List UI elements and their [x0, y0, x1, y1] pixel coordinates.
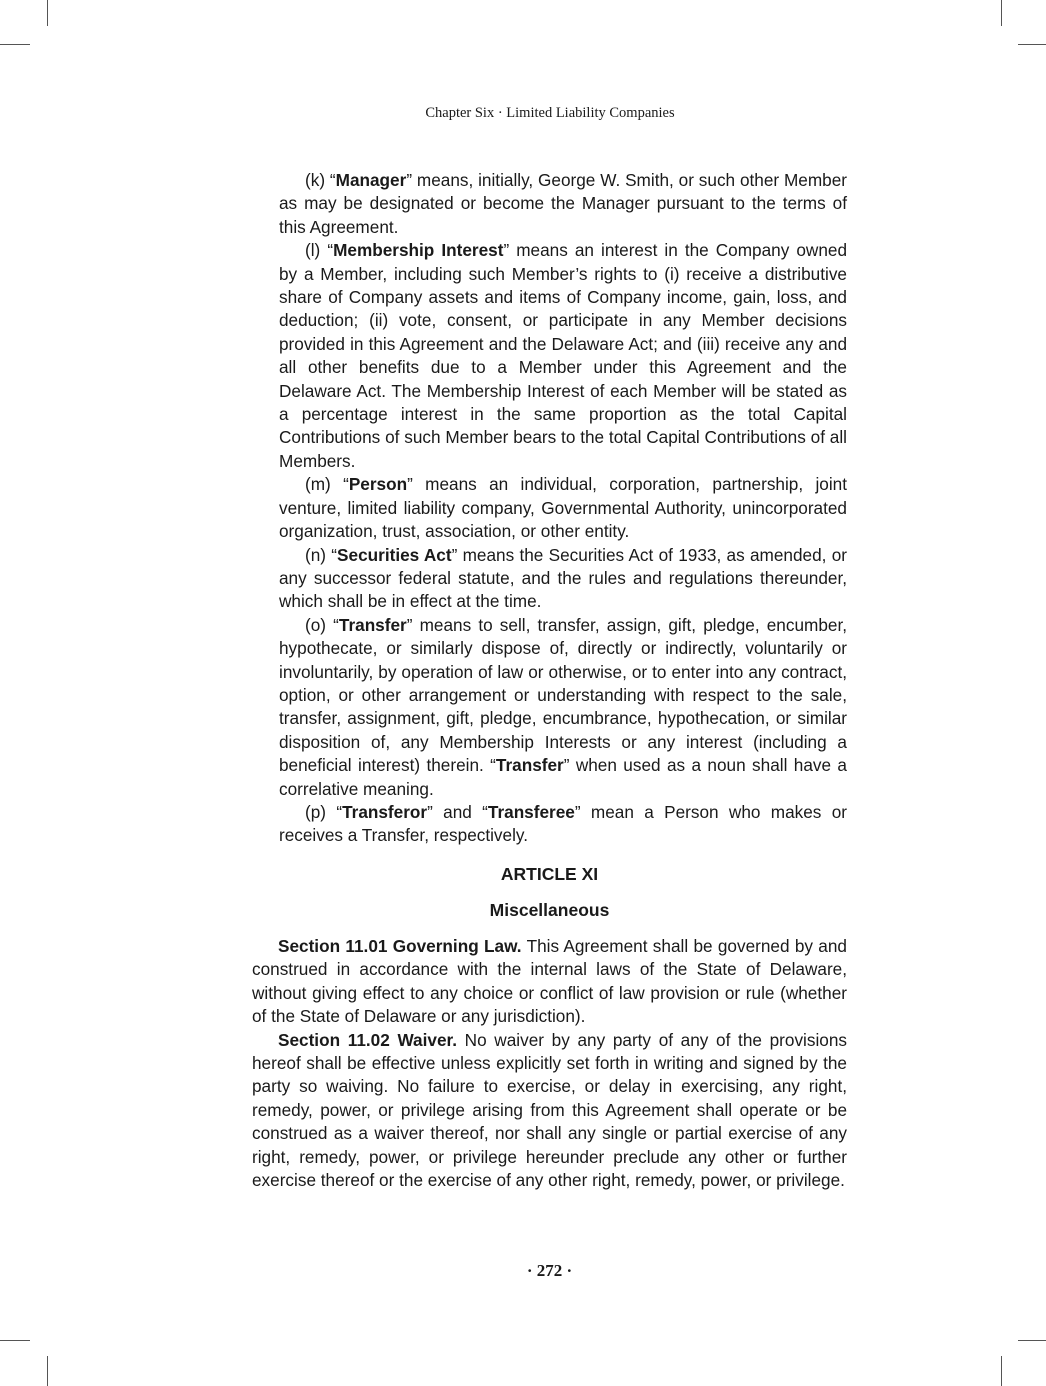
defined-term: Transferee	[487, 801, 575, 822]
defined-term: Membership Interest	[333, 240, 504, 261]
running-head: Chapter Six · Limited Liability Companies	[425, 105, 675, 121]
definition-n: (n) “Securities Act” means the Securities Act of 1933, as amended, or any successor federal statute, and the rules and regulations thereunder, which shall be in effect at the time.	[279, 544, 847, 612]
crop-mark	[47, 1356, 48, 1386]
crop-mark	[0, 1340, 30, 1341]
section-heading: Section 11.01 Governing Law.	[278, 936, 522, 956]
section-11-01: Section 11.01 Governing Law. This Agreement shall be governed by and construed in accordance with the internal laws of the State of Delaware, without giving effect to any choice or conflict of law provision or rule (whether of the State of Delaware or any jurisdiction).	[252, 936, 847, 1027]
definition-k: (k) “Manager” means, initially, George W. Smith, or such other Member as may be designated or become the Manager pursuant to the terms of this Agreement.	[279, 170, 847, 237]
section-11-02: Section 11.02 Waiver. No waiver by any party of any of the provisions hereof shall be effective unless explicitly set forth in writing and signed by the party so waiving. No failure to exercise, or delay in exercising, any right, remedy, power, or privilege arising from this Agreement shall operate or be construed as a waiver thereof, nor shall any single or partial exercise of any right, remedy, power, or privilege hereunder preclude any other or further exercise thereof or the exercise of any other right, remedy, power, or privilege.	[252, 1029, 847, 1191]
defined-term: Manager	[335, 170, 407, 190]
definition-l: (l) “Membership Interest” means an interest in the Company owned by a Member, including such Member’s rights to (i) receive a distributive share of Company assets and items of Company income, gain, loss, and deduction; (ii) vote, consent, or participate in any Member decisions provided in this Agreement and the Delaware Act; and (iii) receive any and all other benefits due to a Member under this Agreement and the Delaware Act. The Membership Interest of each Member will be stated as a percentage interest in the same proportion as the total Capital Contributions of such Member bears to the total Capital Contributions of all Members.	[279, 240, 848, 471]
crop-mark	[1018, 1340, 1046, 1341]
defined-term: Person	[348, 474, 408, 495]
section-heading: Section 11.02 Waiver.	[278, 1029, 458, 1050]
definition-o: (o) “Transfer” means to sell, transfer, assign, gift, pledge, encumber, hypothecate, or similarly dispose of, directly or indirectly, voluntarily or involuntarily, by operation of law or otherwise, or to enter into any contract, option, or other arrangement or understanding with respect to the sale, transfer, assignment, gift, pledge, encumbrance, hypothecation, or similar disposition of, any Membership Interests or any interest (including a beneficial interest) therein. “Transfer” when used as a noun shall have a correlative meaning.	[279, 614, 848, 799]
page-number: · 272 ·	[526, 1261, 573, 1280]
crop-mark	[47, 0, 48, 26]
article-title: Miscellaneous	[489, 900, 610, 920]
definitions-list	[279, 169, 847, 848]
defined-term: Transfer	[495, 755, 564, 776]
crop-mark	[1001, 1356, 1002, 1386]
crop-mark	[0, 44, 30, 45]
crop-mark	[1001, 0, 1002, 26]
defined-term: Transferor	[342, 801, 428, 822]
article-number: ARTICLE XI	[500, 864, 599, 884]
crop-mark	[1018, 44, 1046, 45]
defined-term: Transfer	[338, 614, 407, 635]
definition-m: (m) “Person” means an individual, corporation, partnership, joint venture, limited liability company, Governmental Authority, unincorporated organization, trust, association, or other entity.	[279, 474, 848, 542]
defined-term: Securities Act	[337, 544, 452, 565]
sections-body	[252, 935, 847, 1192]
definition-p: (p) “Transferor” and “Transferee” mean a Person who makes or receives a Transfer, respectively.	[279, 801, 847, 846]
